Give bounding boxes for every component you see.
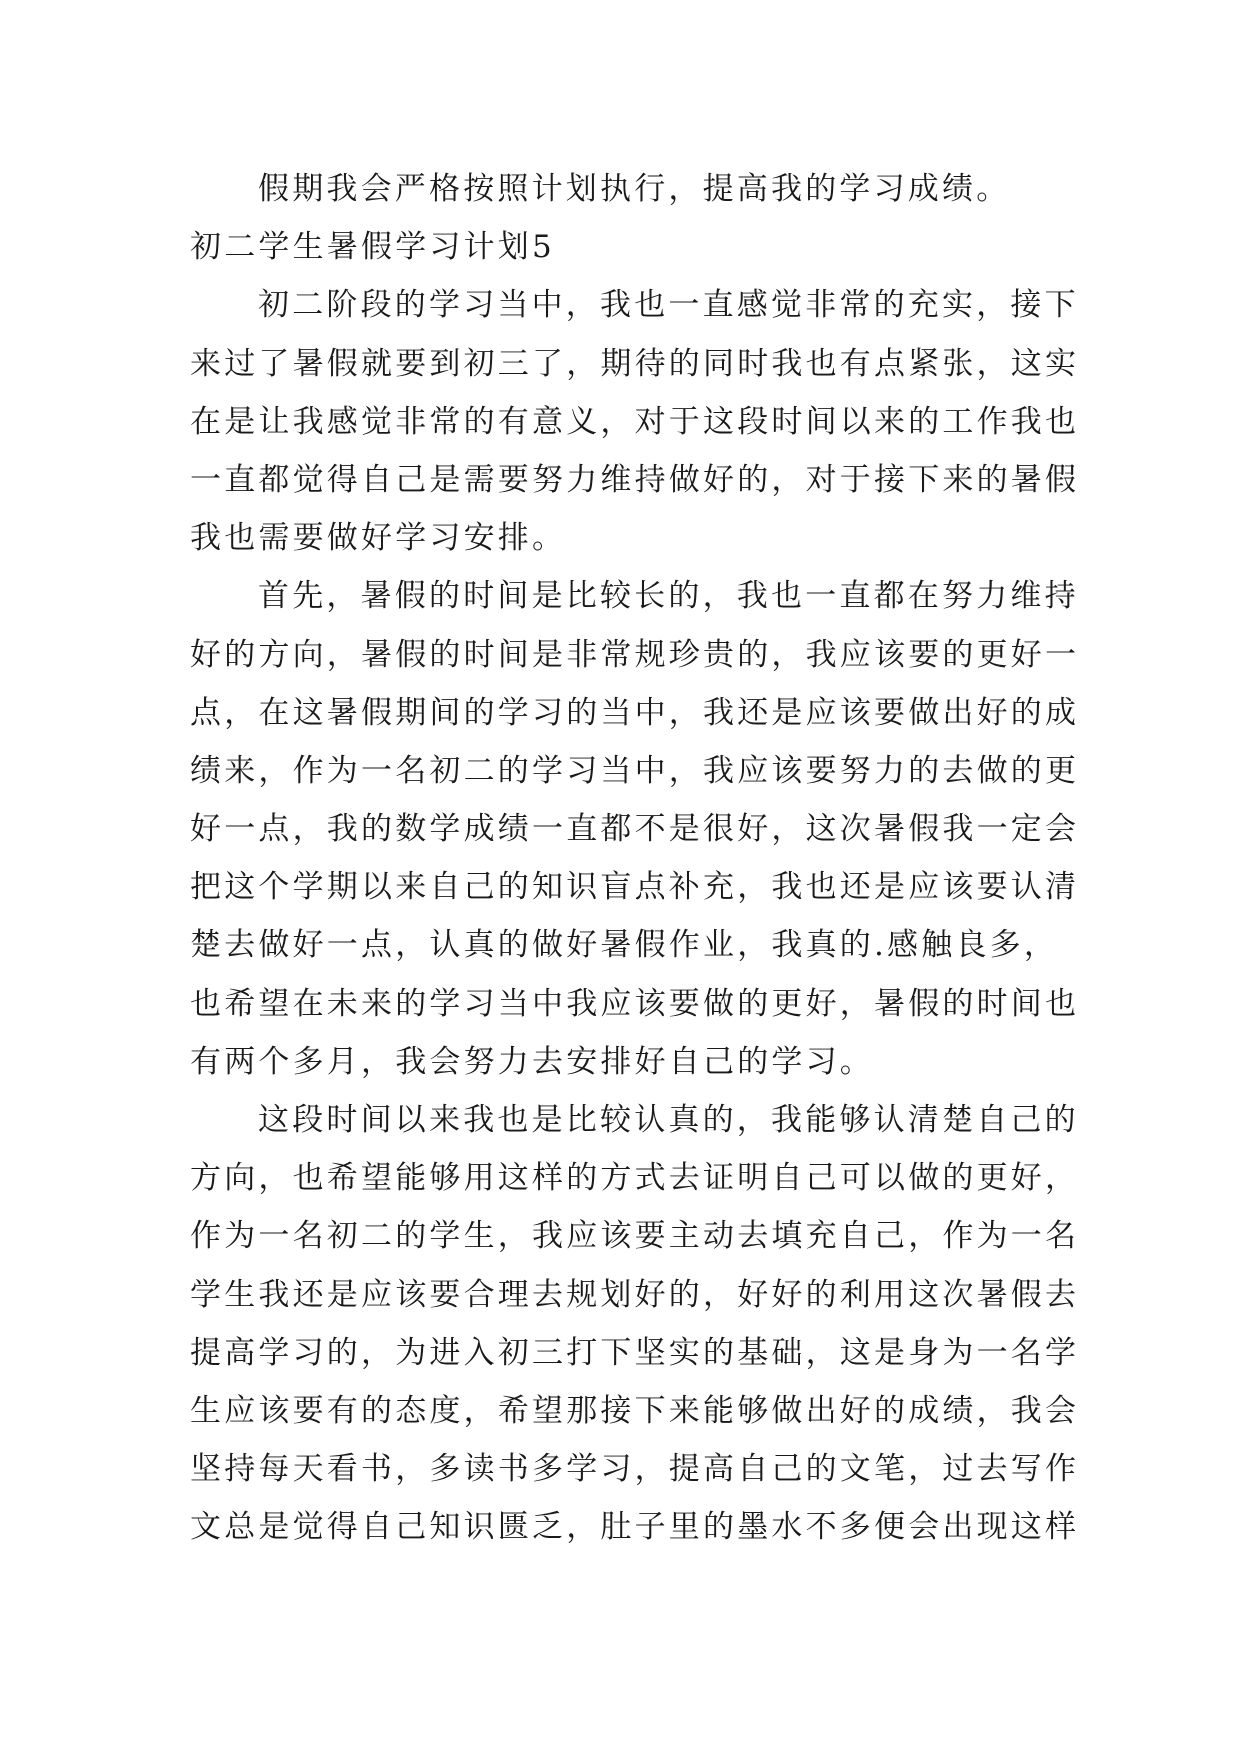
paragraph-line: 在是让我感觉非常的有意义，对于这段时间以来的工作我也 bbox=[190, 403, 1080, 440]
paragraph-line: 坚持每天看书，多读书多学习，提高自己的文笔，过去写作 bbox=[190, 1451, 1080, 1488]
paragraph-line: 楚去做好一点，认真的做好暑假作业，我真的.感触良多， bbox=[190, 927, 1059, 964]
paragraph-line: 提高学习的，为进入初三打下坚实的基础，这是身为一名学 bbox=[190, 1334, 1080, 1371]
paragraph-line: 来过了暑假就要到初三了，期待的同时我也有点紧张，这实 bbox=[190, 345, 1080, 382]
paragraph-line: 文总是觉得自己知识匮乏，肚子里的墨水不多便会出现这样 bbox=[190, 1509, 1080, 1546]
paragraph-line: 我也需要做好学习安排。 bbox=[190, 520, 567, 557]
paragraph-line: 方向，也希望能够用这样的方式去证明自己可以做的更好， bbox=[190, 1160, 1080, 1197]
paragraph-line: 假期我会严格按照计划执行，提高我的学习成绩。 bbox=[258, 171, 1011, 207]
paragraph-line: 有两个多月，我会努力去安排好自己的学习。 bbox=[190, 1043, 874, 1080]
section-heading: 初二学生暑假学习计划5 bbox=[190, 229, 555, 266]
paragraph-line: 好的方向，暑假的时间是非常规珍贵的，我应该要的更好一 bbox=[190, 636, 1080, 673]
paragraph-line: 初二阶段的学习当中，我也一直感觉非常的充实，接下 bbox=[258, 287, 1079, 324]
paragraph-line: 绩来，作为一名初二的学习当中，我应该要努力的去做的更 bbox=[190, 752, 1080, 789]
paragraph-line: 这段时间以来我也是比较认真的，我能够认清楚自己的 bbox=[258, 1102, 1079, 1138]
paragraph-line: 生应该要有的态度，希望那接下来能够做出好的成绩，我会 bbox=[190, 1392, 1080, 1429]
paragraph-line: 点，在这暑假期间的学习的当中，我还是应该要做出好的成 bbox=[190, 694, 1080, 731]
paragraph-line: 也希望在未来的学习当中我应该要做的更好，暑假的时间也 bbox=[190, 985, 1080, 1022]
paragraph-line: 作为一名初二的学生，我应该要主动去填充自己，作为一名 bbox=[190, 1218, 1080, 1255]
paragraph-line: 好一点，我的数学成绩一直都不是很好，这次暑假我一定会 bbox=[190, 811, 1080, 848]
document-body bbox=[190, 160, 1080, 1557]
paragraph-line: 学生我还是应该要合理去规划好的，好好的利用这次暑假去 bbox=[190, 1276, 1080, 1313]
paragraph-line: 首先，暑假的时间是比较长的，我也一直都在努力维持 bbox=[258, 578, 1079, 615]
paragraph-line: 把这个学期以来自己的知识盲点补充，我也还是应该要认清 bbox=[190, 869, 1080, 906]
paragraph-line: 一直都觉得自己是需要努力维持做好的，对于接下来的暑假 bbox=[190, 461, 1080, 498]
